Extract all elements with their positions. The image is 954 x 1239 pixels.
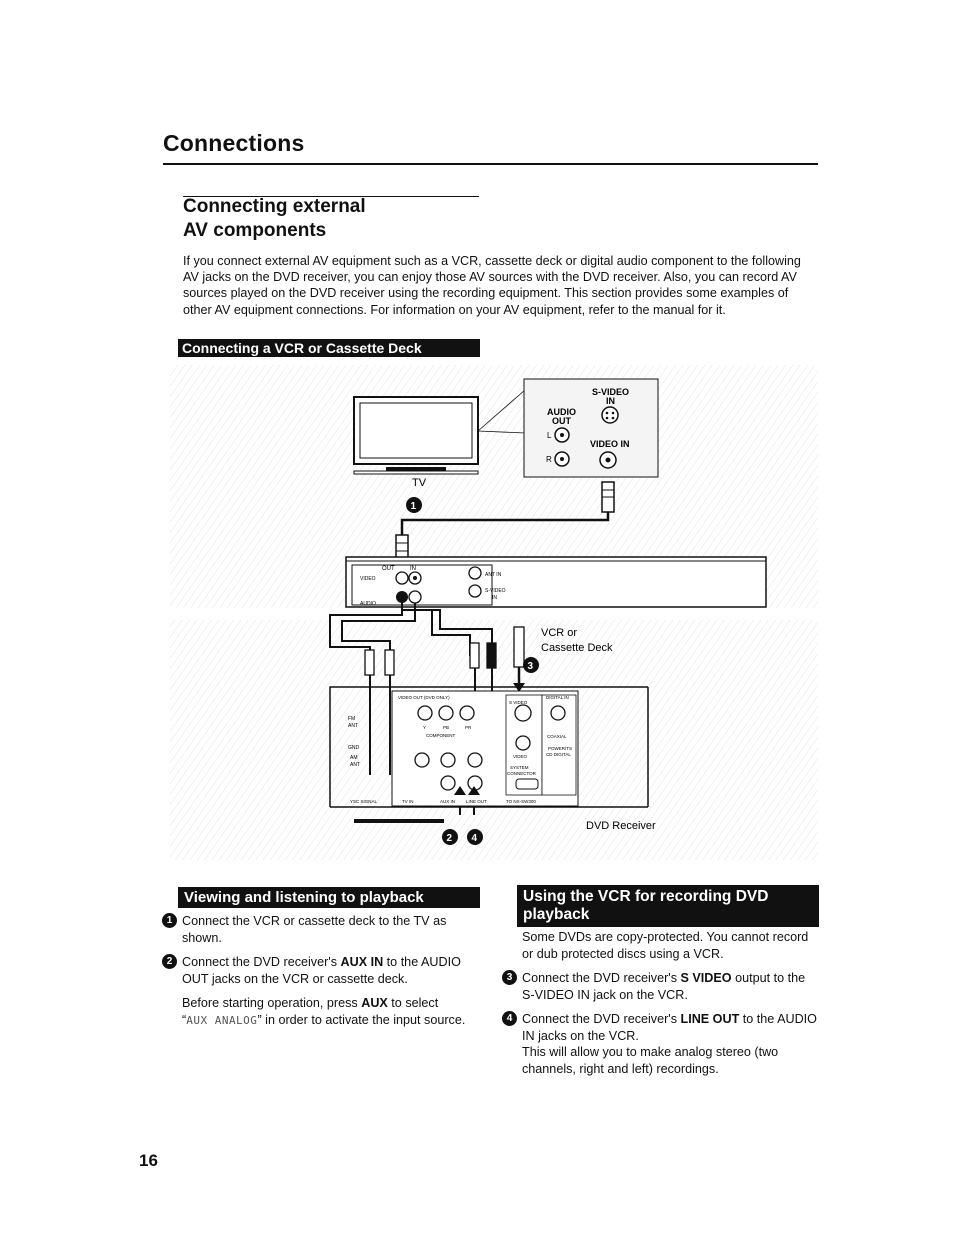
callout-4-number: 4 (471, 833, 478, 844)
vcr-video-out-jack-icon (396, 572, 408, 584)
vcr-svideo-label: S-VIDEO (485, 588, 506, 594)
step-number-badge: 3 (502, 970, 517, 985)
rca-plug (365, 650, 374, 675)
dvd-y-label: Y (423, 725, 427, 730)
intro-paragraph: If you connect external AV equipment such as a VCR, cassette deck or digital audio component to the following AV jacks on the DVD receiver, you can enjoy those AV sources with the DVD receiver. Also, you can record AV sources played on the DVD receiver using the recording equipment. This section provides some examples of other AV equipment connections. For information on your AV equipment, refer to the manual for it. (183, 254, 801, 317)
vcr-ant-in-label: ANT IN (485, 572, 502, 578)
dvd-video-label: VIDEO (513, 754, 528, 759)
use-note: This will allow you to make analog stereo (two channels, right and left) recordings. (522, 1045, 779, 1076)
vcr-audio-out-l-jack-icon (396, 591, 408, 603)
chapter-title: Connections (163, 130, 305, 156)
dvd-svideo-label: S VIDEO (509, 700, 528, 705)
step-number-badge: 2 (162, 954, 177, 969)
audio-out-label: AUDIO (547, 407, 576, 417)
vcr-svideo-in-jack-icon (469, 585, 481, 597)
vcr-label-line1: VCR or (541, 627, 578, 639)
vcr-ant-in-jack-icon (469, 567, 481, 579)
dvd-cd-digital-label: CD DIGITAL (546, 752, 571, 757)
page-number: 16 (139, 1151, 158, 1170)
svideo-in-label2: IN (606, 396, 615, 406)
view-step-2 (162, 954, 480, 987)
use-step-3 (502, 970, 820, 1003)
dvd-line-out-label: LINE OUT (466, 799, 487, 804)
chapter-rule (163, 163, 818, 165)
component-y-jack-icon (418, 706, 432, 720)
recording-instructions (502, 929, 820, 1085)
dvd-svideo-jack-icon (515, 705, 531, 721)
vcr-in-label: IN (410, 566, 416, 572)
dvd-signal-label: YSC SIGNAL (350, 799, 378, 804)
dvd-pr-label: PR (465, 725, 472, 730)
vcr-band-heading: Connecting a VCR or Cassette Deck (178, 339, 480, 357)
line-out-l-jack-icon (468, 753, 482, 767)
use-step-3-pre: Connect the DVD receiver's (522, 971, 681, 985)
section-title-line2: AV components (183, 220, 327, 241)
aux-in-keyword: AUX IN (340, 955, 384, 969)
section-title (183, 195, 366, 243)
dvd-component-label: COMPONENT (426, 733, 456, 738)
view-note-pre: Before starting operation, press (182, 996, 362, 1010)
recording-band-heading: Using the VCR for recording DVD playback (517, 885, 819, 927)
coaxial-jack-icon (551, 706, 565, 720)
audio-out-label2: OUT (552, 416, 571, 426)
vcr-audio-in-l-jack-icon (409, 591, 421, 603)
view-step-2-pre: Connect the DVD receiver's (182, 955, 341, 969)
use-step-3-post: output to the S-VIDEO IN jack on the VCR. (522, 971, 806, 1002)
view-step-2-post: to the AUDIO OUT jacks on the VCR or cassette deck. (182, 955, 461, 986)
view-step-1-text: Connect the VCR or cassette deck to the TV as shown. (182, 914, 447, 945)
jack-l-label: L (547, 431, 552, 440)
svideo-in-label: S-VIDEO (592, 387, 630, 397)
rca-plug (487, 643, 496, 668)
use-step-4 (502, 1011, 820, 1044)
callout-1-number: 1 (410, 501, 417, 512)
tv-illustration (354, 397, 478, 474)
tv-in-jack-icon (415, 753, 429, 767)
step-number-badge: 4 (502, 1011, 517, 1026)
dvd-ant-label: ANT (348, 723, 358, 729)
dvd-receiver-label: DVD Receiver (586, 820, 656, 832)
view-note-post: in order to activate the input source. (261, 1012, 466, 1027)
callout-2-number: 2 (446, 833, 453, 844)
dvd-system-label: SYSTEM (510, 765, 529, 770)
vcr-video-label: VIDEO (360, 576, 376, 582)
section-title-line1: Connecting external (183, 196, 366, 217)
dvd-am-label: AM (350, 755, 358, 761)
dvd-digital-in-label: DIGITAL IN (546, 695, 569, 700)
dvd-to-sw-label: TO NX-SW300 (506, 799, 536, 804)
dvd-connector-label: CONNECTOR (507, 771, 536, 776)
dvd-gnd-label: GND (348, 745, 360, 751)
view-note-open-quote: “ (182, 1012, 187, 1027)
use-step-4-post: to the AUDIO IN jacks on the VCR. (522, 1012, 817, 1043)
tv-rear-panel-zoom (524, 379, 658, 477)
aux-in-l-jack-icon (441, 753, 455, 767)
component-pr-jack-icon (460, 706, 474, 720)
dvd-aux-in-label: AUX IN (440, 799, 456, 804)
rca-plug (385, 650, 394, 675)
component-pb-jack-icon (439, 706, 453, 720)
viewing-instructions (162, 913, 480, 1037)
video-in-label: VIDEO IN (590, 439, 630, 449)
svideo-keyword: S VIDEO (680, 971, 732, 985)
use-intro: Some DVDs are copy-protected. You cannot record or dub protected discs using a VCR. (522, 930, 809, 961)
dvd-power-label: POWER/TS (548, 746, 573, 751)
view-note-mid: to select (387, 996, 439, 1010)
view-step-1 (162, 913, 480, 946)
dvd-coaxial-label: COAXIAL (547, 734, 567, 739)
dvd-ant2-label: ANT (350, 762, 360, 768)
svideo-jack-icon (602, 407, 618, 423)
rca-plug (470, 643, 479, 668)
viewing-band-heading: Viewing and listening to playback (178, 887, 480, 908)
callout-3-number: 3 (527, 661, 534, 672)
view-note (162, 995, 480, 1029)
aux-in-r-jack-icon (441, 776, 455, 790)
dvd-video-jack-icon (516, 736, 530, 750)
jack-r-label: R (546, 455, 552, 464)
view-note-close-quote: ” (257, 1012, 262, 1027)
step-number-badge: 1 (162, 913, 177, 928)
vcr-audio-label: AUDIO (360, 601, 376, 607)
dvd-video-out-label: VIDEO OUT (DVD ONLY) (398, 695, 450, 700)
vcr-svideo-in-label: IN (492, 595, 497, 601)
dvd-pb-label: PB (443, 725, 450, 730)
dvd-tv-in-label: TV IN (402, 799, 414, 804)
use-step-4-pre: Connect the DVD receiver's (522, 1012, 681, 1026)
tv-label: TV (412, 477, 427, 489)
aux-keyword: AUX (361, 996, 388, 1010)
connection-diagram (170, 365, 818, 865)
vcr-label-line2: Cassette Deck (541, 642, 613, 654)
aux-analog-display: AUX ANALOG (186, 1013, 258, 1027)
vcr-out-label: OUT (382, 566, 395, 572)
dvd-fm-label: FM (348, 716, 356, 722)
system-connector-icon (516, 779, 538, 789)
line-out-keyword: LINE OUT (680, 1012, 740, 1026)
